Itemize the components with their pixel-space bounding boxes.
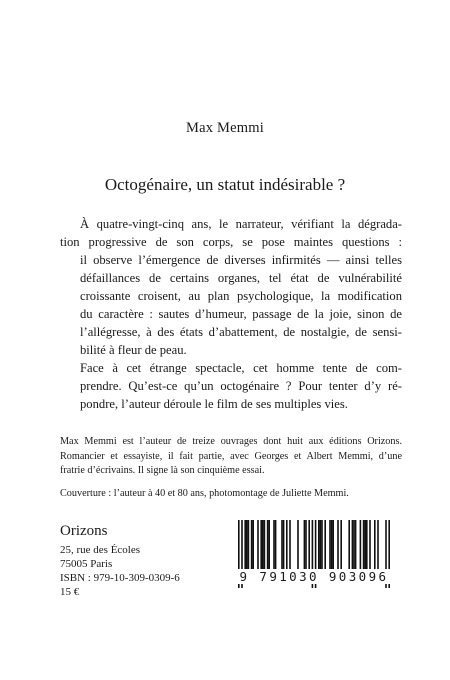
bio-line: Max Memmi est l’auteur de treize ouvrages dont huit aux éditions Orizons. <box>60 436 402 447</box>
blurb-line: bilité à fleur de peau. <box>80 343 187 357</box>
publisher-street: 25, rue des Écoles <box>60 544 141 556</box>
blurb-line: tion progressive de son corps, se pose maintes questions : <box>60 235 402 249</box>
author-name: Max Memmi <box>186 120 264 136</box>
bio-line: fratrie d’écrivains. Il signe là son cinquième essai. <box>60 465 265 476</box>
cover-credit: Couverture : l’auteur à 40 et 80 ans, photomontage de Juliette Memmi. <box>60 488 349 499</box>
blurb-line: Face à cet étrange spectacle, cet homme tente de com- <box>80 361 402 375</box>
isbn: ISBN : 979-10-309-0309-6 <box>60 572 180 584</box>
publisher-city: 75005 Paris <box>60 558 113 570</box>
blurb-line: du caractère : sautes d’humeur, passage de la joie, sinon de <box>80 307 402 321</box>
blurb-line: l’allégresse, à des états d’abattement, de nostalgie, de sensi- <box>80 325 402 339</box>
blurb-line: pondre, l’auteur déroule le film de ses multiples vies. <box>80 397 348 411</box>
back-cover-blurb <box>60 215 402 413</box>
blurb-line: croissante croisent, au plan psychologique, la modification <box>80 289 402 303</box>
publisher-name: Orizons <box>60 523 108 539</box>
blurb-paragraph-2 <box>60 359 402 413</box>
blurb-line: À quatre-vingt-cinq ans, le narrateur, vérifiant la dégrada- <box>80 217 402 231</box>
blurb-line: il observe l’émergence de diverses infirmités — ainsi telles <box>80 253 402 267</box>
barcode-digits: 9 791030 903096 <box>226 569 402 584</box>
author-bio <box>60 435 402 479</box>
price: 15 € <box>60 586 80 598</box>
isbn-barcode <box>226 518 402 596</box>
blurb-line: prendre. Qu’est-ce qu’un octogénaire ? Pour tenter d’y ré- <box>80 379 402 393</box>
bio-line: Romancier et essayiste, il fait partie, avec Georges et Albert Memmi, d’une <box>60 450 402 462</box>
blurb-paragraph-1 <box>60 215 402 359</box>
blurb-line: défaillances de certains organes, tel état de vulnérabilité <box>80 271 402 285</box>
book-title: Octogénaire, un statut indésirable ? <box>104 175 346 194</box>
